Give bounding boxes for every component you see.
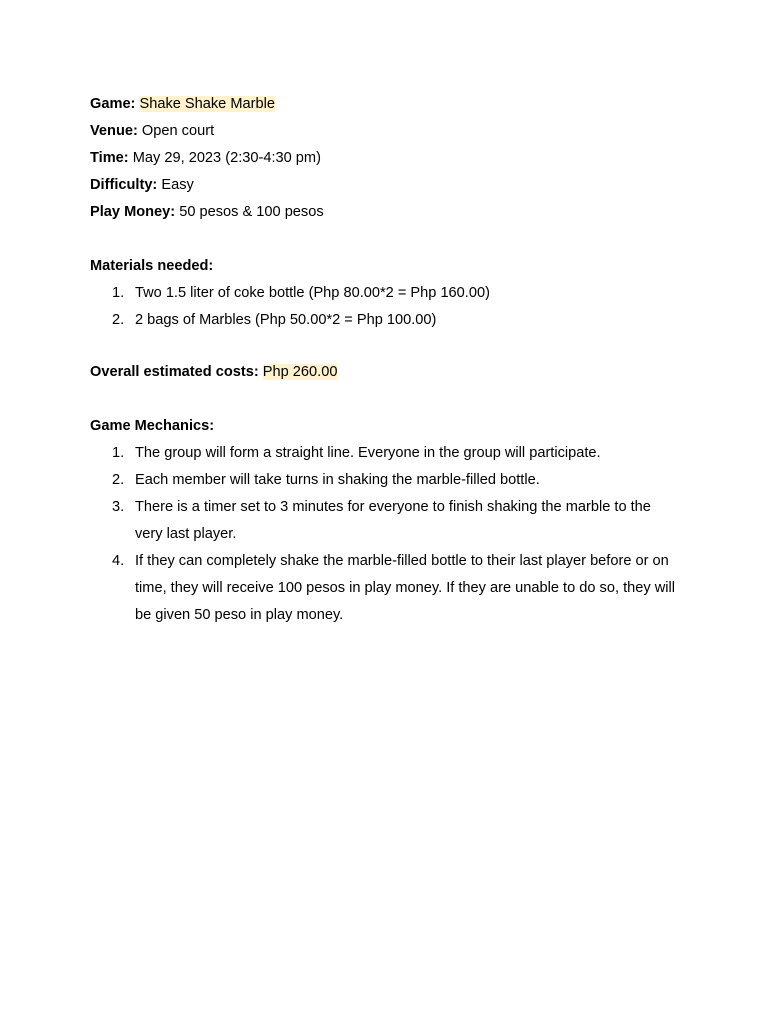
time-line: [90, 145, 678, 172]
difficulty-label: Difficulty:: [90, 177, 158, 193]
list-item: [90, 280, 678, 307]
materials-heading: Materials needed:: [90, 258, 214, 274]
venue-value: Open court: [141, 123, 215, 139]
game-value: Shake Shake Marble: [139, 96, 275, 112]
list-number: 4.: [112, 553, 125, 569]
costs-label: Overall estimated costs:: [90, 364, 259, 380]
time-value: May 29, 2023 (2:30-4:30 pm): [132, 150, 321, 166]
list-text: If they can completely shake the marble-filled bottle to their last player before or on time, they will receive 100 pesos in play money. If they are unable to do so, they will be given 50 peso in play money.: [135, 553, 675, 623]
list-item: [90, 307, 678, 334]
list-item: [90, 440, 678, 467]
mechanics-list: [90, 440, 678, 629]
play-money-value: 50 pesos & 100 pesos: [179, 204, 324, 220]
game-line: [90, 91, 678, 118]
play-money-label: Play Money:: [90, 204, 176, 220]
difficulty-line: [90, 172, 678, 199]
list-item: [90, 494, 678, 548]
list-number: 1.: [112, 285, 125, 301]
list-text: There is a timer set to 3 minutes for everyone to finish shaking the marble to the very last player.: [135, 499, 651, 542]
list-text: Two 1.5 liter of coke bottle (Php 80.00*2 = Php 160.00): [135, 285, 490, 301]
list-number: 3.: [112, 499, 125, 515]
list-text: The group will form a straight line. Everyone in the group will participate.: [135, 445, 601, 461]
mechanics-heading: Game Mechanics:: [90, 418, 215, 434]
list-text: Each member will take turns in shaking the marble-filled bottle.: [135, 472, 540, 488]
venue-line: [90, 118, 678, 145]
spacer: [90, 386, 678, 413]
materials-list: [90, 280, 678, 334]
list-item: [90, 467, 678, 494]
list-text: 2 bags of Marbles (Php 50.00*2 = Php 100.00): [135, 312, 437, 328]
spacer: [90, 226, 678, 253]
game-label: Game:: [90, 96, 136, 112]
costs-value: Php 260.00: [262, 364, 338, 380]
list-item: [90, 548, 678, 629]
spacer: [90, 334, 678, 359]
list-number: 1.: [112, 445, 125, 461]
difficulty-value: Easy: [161, 177, 194, 193]
list-number: 2.: [112, 472, 125, 488]
time-label: Time:: [90, 150, 129, 166]
costs-line: [90, 359, 678, 386]
list-number: 2.: [112, 312, 125, 328]
play-money-line: [90, 199, 678, 226]
venue-label: Venue:: [90, 123, 138, 139]
